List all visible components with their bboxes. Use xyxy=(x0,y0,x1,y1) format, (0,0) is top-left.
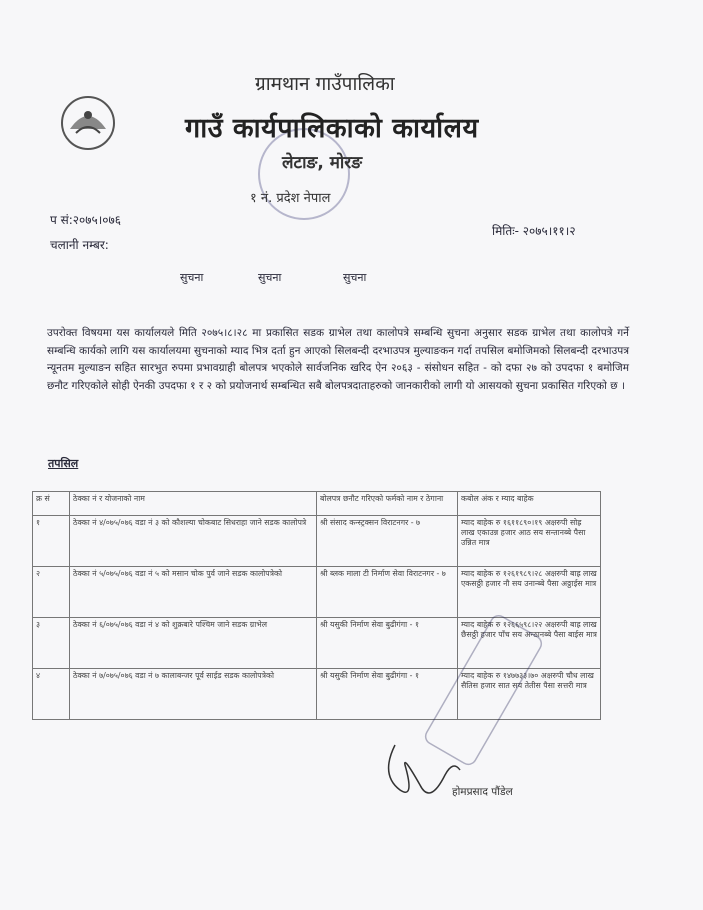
schedule-heading: तपसिल xyxy=(48,457,79,470)
row-sn: ३ xyxy=(33,618,70,669)
dispatch-number: चलानी नम्बर: xyxy=(50,238,109,252)
table-header-row xyxy=(33,492,601,516)
row-project: ठेक्का नं ४/०७५/०७६ वडा नं ३ को कौशल्या चोकबाट सिधराहा जाने सडक कालोपत्रे xyxy=(70,516,317,567)
office-location: लेटाङ, मोरङ xyxy=(282,153,363,173)
office-address: १ नं. प्रदेश नेपाल xyxy=(250,191,331,206)
table-row xyxy=(33,567,601,618)
letter-date: मितिः- २०७५।११।२ xyxy=(492,224,576,238)
office-title: गाउँ कार्यपालिकाको कार्यालय xyxy=(185,113,479,144)
header-firm: बोलपत्र छनौट गरिएको फर्मको नाम र ठेगाना xyxy=(317,492,458,516)
reference-number: प सं:२०७५।०७६ xyxy=(50,213,122,227)
notice-word: सुचना xyxy=(258,271,282,284)
municipality-name: ग्रामथान गाउँपालिका xyxy=(255,73,395,95)
signatory-name: होमप्रसाद पौंडेल xyxy=(452,786,513,798)
notice-body-paragraph: उपरोक्त विषयमा यस कार्यालयले मिति २०७५।८।२८ मा प्रकासित सडक ग्राभेल तथा कालोपत्रे सम्बन्धि सुचना अनुसार सडक ग्राभेल तथा कालोपत्रे गर्ने सम्बन्धि कार्यको लागि यस कार्यालयमा सुचनाको म्याद भित्र दर्ता हुन आएको सिलबन्दी दरभाउपत्र मुल्याङकन गर्दा तपसिल बमोजिमको सिलबन्दी दरभाउपत्र न्यूनतम मुल्याङन सहित सारभुत रुपमा प्रभावग्राही बोलपत्र भएकोले सार्वजनिक खरिद ऐन २०६३ - संसोधन सहित - को दफा २७ को उपदफा १ बमोजिम छनौट गरिएकोले सोही ऐनकी उपदफा १ र २ को प्रयोजनार्थ सम्बन्धित सबै बोलपत्रदाताहरुको जानकारीको लागी यो आसयको सुचना प्रकासित गरिएको छ । xyxy=(47,327,629,392)
notice-word: सुचना xyxy=(180,271,204,284)
row-amount: म्याद बाहेक रु १२६१९८९।२८ अक्षरुपी बाह्र लाख एकसठ्ठी हजार नौ सय उनान्ब्बे पैसा अठ्ठाईस मात्र xyxy=(458,567,601,618)
row-sn: १ xyxy=(33,516,70,567)
row-firm: श्री ब्लक माला टी निर्माण सेवा विराटनगर - ७ xyxy=(317,567,458,618)
row-project: ठेक्का नं ७/०७५/०७६ वडा नं ७ कालाबन्जर पूर्व साईड सडक कालोपत्रेको xyxy=(70,669,317,720)
header-amount: कबोल अंक र म्याद बाहेक xyxy=(458,492,601,516)
header-project: ठेक्का नं र योजनाको नाम xyxy=(70,492,317,516)
government-emblem-icon xyxy=(58,93,118,153)
row-project: ठेक्का नं ६/०७५/०७६ वडा नं ४ को शुक्रबारे पश्चिम जाने सडक ग्राभेल xyxy=(70,618,317,669)
header-sn: क्र सं xyxy=(33,492,70,516)
row-firm: श्री संसाद कन्स्ट्रक्सन विराटनगर - ७ xyxy=(317,516,458,567)
row-firm: श्री यसुकी निर्माण सेवा बुढीगंगा - १ xyxy=(317,669,458,720)
row-project: ठेक्का नं ५/०७५/०७६ वडा नं ५ को मसान चोक पुर्व जाने सडक कालोपत्रेको xyxy=(70,567,317,618)
table-row xyxy=(33,516,601,567)
row-amount: म्याद बाहेक रु १६११८९०।१९ अक्षरुपी सोह्र लाख एकाउन्न हजार आठ सय सन्तानब्बे पैसा उन्नित मात्र xyxy=(458,516,601,567)
row-amount: म्याद बाहेक रु १४७७३३।७० अक्षरुपी चौध लाख सैतिस हजार सात सय तेतीस पैसा सत्तरी मात्र xyxy=(458,669,601,720)
row-sn: ४ xyxy=(33,669,70,720)
notice-word: सुचना xyxy=(343,271,367,284)
row-amount: म्याद बाहेक रु १२६६५९८।२२ अक्षरुपी बाह्र लाख छैसठ्ठी हजार पाँच सय अन्ठानब्बे पैसा बाईस मात्र xyxy=(458,618,601,669)
row-sn: २ xyxy=(33,567,70,618)
row-firm: श्री यसुकी निर्माण सेवा बुढीगंगा - १ xyxy=(317,618,458,669)
